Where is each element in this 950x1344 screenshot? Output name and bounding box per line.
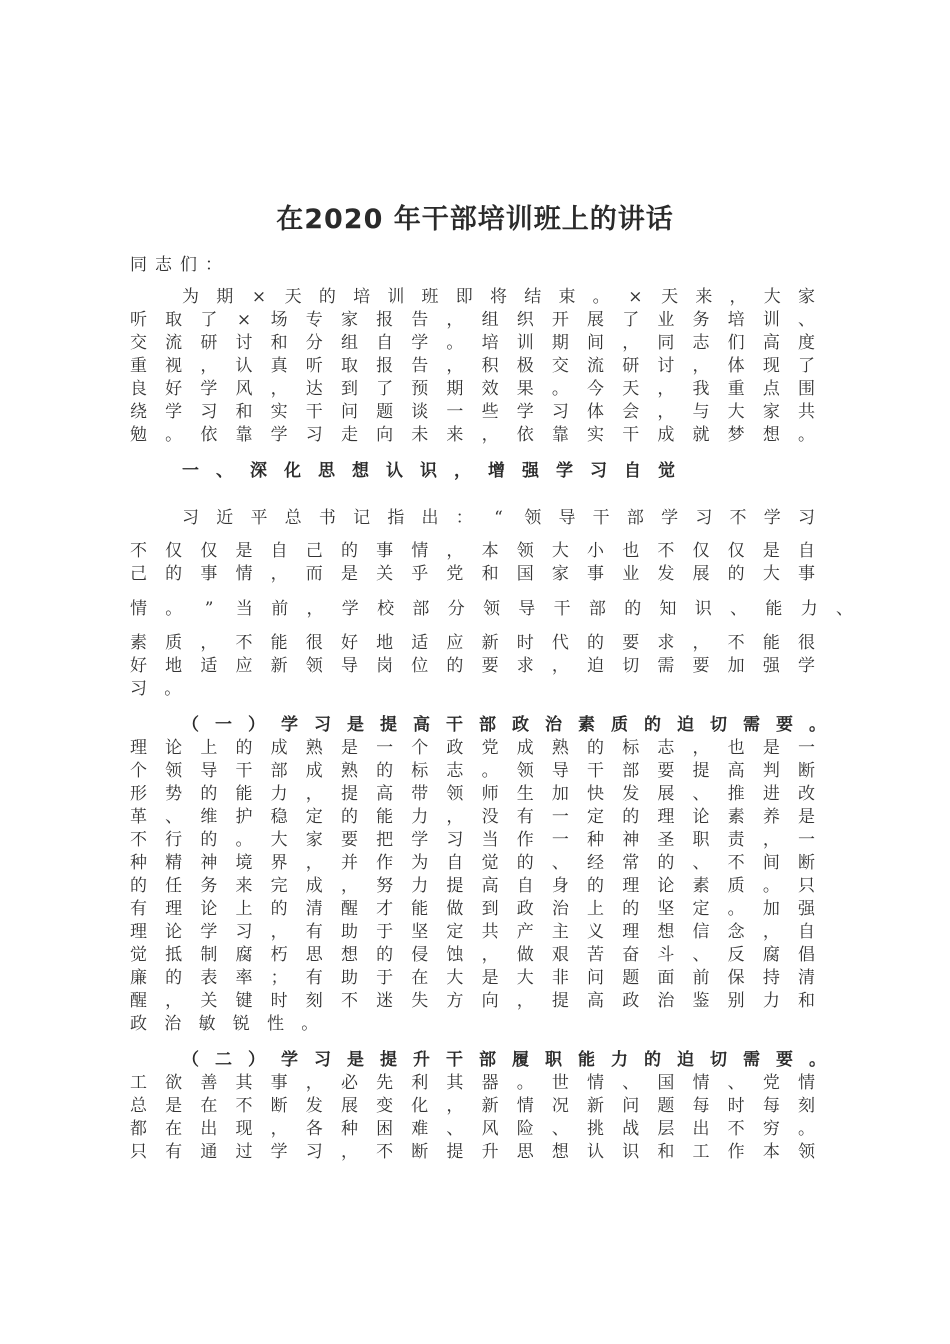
paragraph-line: 革 、 维 护 稳 定 的 能 力 ， 没 有 一 定 的 理 论 素 养 是: [130, 807, 815, 827]
paragraph-line: 勉 。 依 靠 学 习 走 向 未 来 ， 依 靠 实 干 成 就 梦 想 。: [130, 425, 815, 445]
paragraph-line: 己 的 事 情 ， 而 是 关 乎 党 和 国 家 事 业 发 展 的 大 事: [130, 564, 815, 584]
document-title: 在2020 年干部培训班上的讲话: [276, 204, 674, 235]
section-heading: （ 一 ） 学 习 是 提 高 干 部 政 治 素 质 的 迫 切 需 要 。: [182, 715, 826, 735]
paragraph-line: 廉 的 表 率 ； 有 助 于 在 大 是 大 非 问 题 面 前 保 持 清: [130, 968, 815, 988]
paragraph-line: 工 欲 善 其 事 ， 必 先 利 其 器 。 世 情 、 国 情 、 党 情: [130, 1073, 815, 1093]
paragraph-line: 不 行 的 。 大 家 要 把 学 习 当 作 一 种 神 圣 职 责 ， 一: [130, 830, 815, 850]
paragraph-line: 形 势 的 能 力 ， 提 高 带 领 师 生 加 快 发 展 、 推 进 改: [130, 784, 815, 804]
paragraph-line: 理 论 学 习 ， 有 助 于 坚 定 共 产 主 义 理 想 信 念 ， 自: [130, 922, 815, 942]
paragraph-line: 个 领 导 干 部 成 熟 的 标 志 。 领 导 干 部 要 提 高 判 断: [130, 761, 815, 781]
paragraph-line: 理 论 上 的 成 熟 是 一 个 政 党 成 熟 的 标 志 ， 也 是 一: [130, 738, 815, 758]
paragraph-line: 绕 学 习 和 实 干 问 题 谈 一 些 学 习 体 会 ， 与 大 家 共: [130, 402, 815, 422]
paragraph-line: 素 质 ， 不 能 很 好 地 适 应 新 时 代 的 要 求 ， 不 能 很: [130, 633, 815, 653]
paragraph-line: 良 好 学 风 ， 达 到 了 预 期 效 果 。 今 天 ， 我 重 点 围: [130, 379, 815, 399]
paragraph-line: 只 有 通 过 学 习 ， 不 断 提 升 思 想 认 识 和 工 作 本 领: [130, 1142, 815, 1162]
paragraph-line: 不 仅 仅 是 自 己 的 事 情 ， 本 领 大 小 也 不 仅 仅 是 自: [130, 541, 815, 561]
paragraph-line: 种 精 神 境 界 ， 并 作 为 自 觉 的 、 经 常 的 、 不 间 断: [130, 853, 815, 873]
paragraph-line: 交 流 研 讨 和 分 组 自 学 。 培 训 期 间 ， 同 志 们 高 度: [130, 333, 815, 353]
paragraph-line: 习 近 平 总 书 记 指 出 ： “ 领 导 干 部 学 习 不 学 习: [182, 508, 815, 528]
paragraph-line: 政 治 敏 锐 性 。: [130, 1014, 319, 1034]
paragraph-line: 都 在 出 现 ， 各 种 困 难 、 风 险 、 挑 战 层 出 不 穷 。: [130, 1119, 815, 1139]
paragraph-line: 觉 抵 制 腐 朽 思 想 的 侵 蚀 ， 做 艰 苦 奋 斗 、 反 腐 倡: [130, 945, 815, 965]
paragraph-line: 醒 ， 关 键 时 刻 不 迷 失 方 向 ， 提 高 政 治 鉴 别 力 和: [130, 991, 815, 1011]
paragraph-line: 听 取 了 × 场 专 家 报 告 ， 组 织 开 展 了 业 务 培 训 、: [130, 310, 815, 330]
paragraph-line: 有 理 论 上 的 清 醒 才 能 做 到 政 治 上 的 坚 定 。 加 强: [130, 899, 815, 919]
paragraph-line: 好 地 适 应 新 领 导 岗 位 的 要 求 ， 迫 切 需 要 加 强 学: [130, 656, 815, 676]
paragraph-line: 重 视 ， 认 真 听 取 报 告 ， 积 极 交 流 研 讨 ， 体 现 了: [130, 356, 815, 376]
section-heading: 一 、 深 化 思 想 认 识 ， 增 强 学 习 自 觉: [182, 461, 675, 481]
section-heading: （ 二 ） 学 习 是 提 升 干 部 履 职 能 力 的 迫 切 需 要 。: [182, 1050, 826, 1070]
paragraph-line: 的 任 务 来 完 成 ， 努 力 提 高 自 身 的 理 论 素 质 。 只: [130, 876, 815, 896]
paragraph-line: 习 。: [130, 679, 182, 699]
greeting-line: 同 志 们 ：: [130, 255, 222, 275]
paragraph-line: 为 期 × 天 的 培 训 班 即 将 结 束 。 × 天 来 ， 大 家: [182, 287, 815, 307]
paragraph-line: 情 。 ” 当 前 ， 学 校 部 分 领 导 干 部 的 知 识 、 能 力 、: [130, 599, 853, 619]
paragraph-line: 总 是 在 不 断 发 展 变 化 ， 新 情 况 新 问 题 每 时 每 刻: [130, 1096, 815, 1116]
